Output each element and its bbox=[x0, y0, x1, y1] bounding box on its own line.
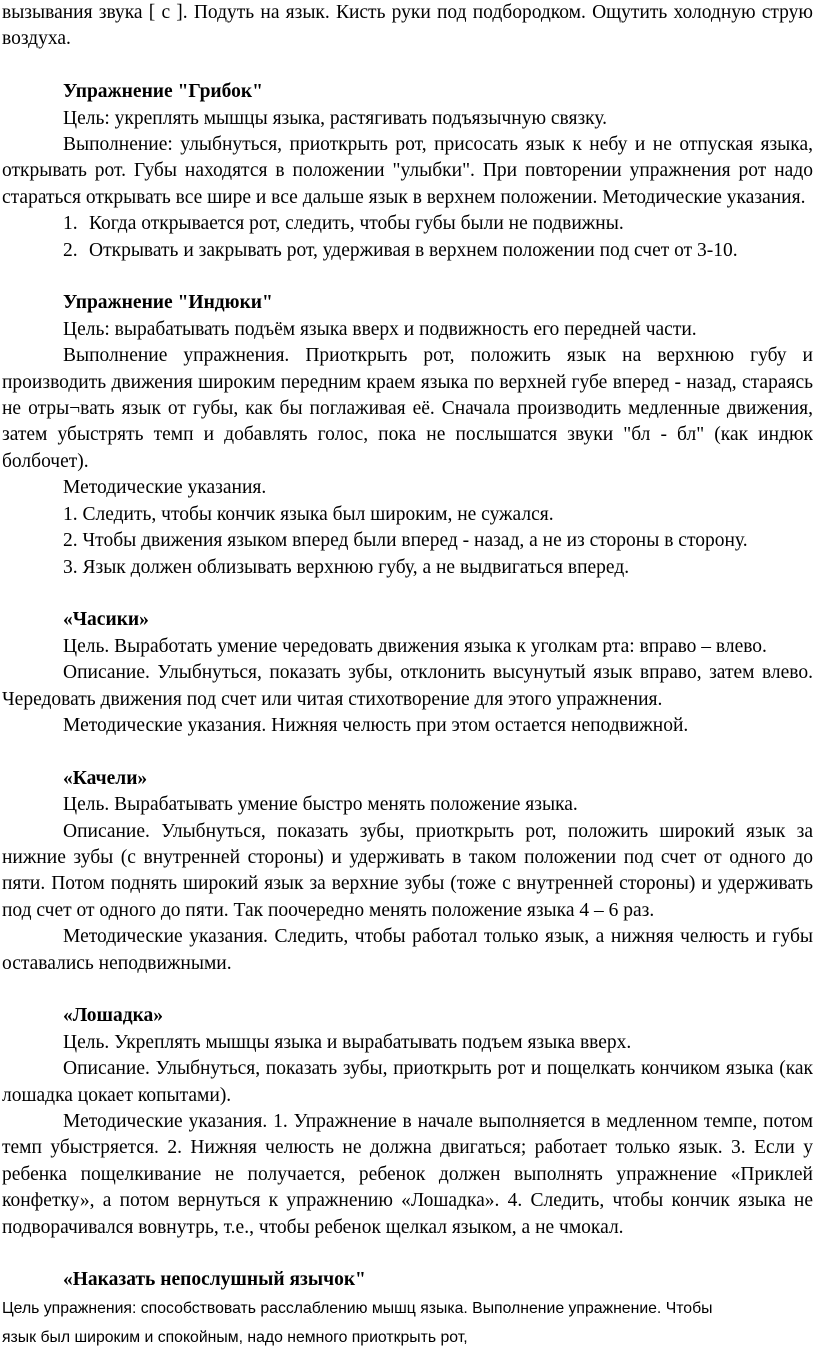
exercise-chasiki-title: «Часики» bbox=[63, 609, 149, 631]
list-item-number: 1. bbox=[63, 213, 78, 235]
exercise-kacheli-goal: Цель. Вырабатывать умение быстро менять положение языка. bbox=[63, 794, 578, 816]
exercise-indyuki-method-title: Методические указания. bbox=[63, 477, 267, 499]
exercise-chasiki-description: Описание. Улыбнуться, показать зубы, отклонить высунутый язык вправо, затем влево. Чередовать движения под счет или читая стихотворение для этого упражнения. bbox=[2, 662, 813, 710]
exercise-nakazat-title: «Наказать непослушный язычок" bbox=[63, 1269, 366, 1291]
exercise-loshadka-title: «Лошадка» bbox=[63, 1005, 164, 1027]
exercise-loshadka-method: Методические указания. 1. Упражнение в начале выполняется в медленном темпе, потом темп убыстряется. 2. Нижняя челюсть не должна двигаться; работает только язык. 3. Если у ребенка пощелкивание не получается, ребенок должен выполнять упражнение «Приклей конфетку», а потом вернуться к упражнению «Лошадка». 4. Следить, чтобы кончик языка не подворачивался вовнутрь, т.е., чтобы ребенок щелкал языком, а не чмокал. bbox=[2, 1110, 813, 1238]
list-item-number: 2. bbox=[63, 239, 78, 261]
exercise-kacheli-description: Описание. Улыбнуться, показать зубы, приоткрыть рот, положить широкий язык за нижние зубы (с внутренней стороны) и удерживать в таком положении под счет от одного до пяти. Потом поднять широкий язык за верхние зубы (тоже с внутренней стороны) и удерживать под счет от одного до пяти. Так поочередно менять положение языка 4 – 6 раз. bbox=[2, 820, 813, 921]
list-item bbox=[63, 238, 813, 264]
exercise-chasiki-goal: Цель. Выработать умение чередовать движения языка к уголкам рта: вправо – влево. bbox=[63, 635, 767, 657]
list-item-text: Открывать и закрывать рот, удерживая в верхнем положении под счет от 3-10. bbox=[89, 239, 738, 261]
exercise-indyuki-title: Упражнение "Индюки" bbox=[63, 292, 273, 314]
intro-paragraph: вызывания звука [ с ]. Подуть на язык. Кисть руки под подбородком. Ощутить холодную струю воздуха. bbox=[2, 2, 813, 50]
exercise-kacheli-title: «Качели» bbox=[63, 767, 148, 789]
exercise-gribok-goal: Цель: укреплять мышцы языка, растягивать подъязычную связку. bbox=[63, 107, 608, 129]
list-item-text: Когда открывается рот, следить, чтобы губы были не подвижны. bbox=[89, 213, 624, 235]
exercise-indyuki-goal: Цель: вырабатывать подъём языка вверх и подвижность его передней части. bbox=[63, 318, 697, 340]
exercise-nakazat-line-2: язык был широким и спокойным, надо немного приоткрыть рот, bbox=[2, 1328, 468, 1346]
exercise-indyuki-execution: Выполнение упражнения. Приоткрыть рот, положить язык на верхнюю губу и производить движения широким передним краем языка по верхней губе вперед - назад, стараясь не отры¬вать язык от губы, как бы поглаживая её. Сначала производить медленные движения, затем убыстрять темп и добавлять голос, пока не послышатся звуки "бл - бл" (как индюк болбочет). bbox=[2, 345, 813, 472]
exercise-gribok-title: Упражнение "Грибок" bbox=[63, 81, 263, 103]
exercise-gribok-execution: Выполнение: улыбнуться, приоткрыть рот, присосать язык к небу и не отпуская языка, открывать рот. Губы находятся в положении "улыбки". При повторении упражнения рот надо стараться открывать все шире и все дальше язык в верхнем положении. Методические указания. bbox=[2, 134, 813, 208]
exercise-chasiki-method: Методические указания. Нижняя челюсть при этом остается неподвижной. bbox=[63, 714, 689, 736]
list-item: 1. Следить, чтобы кончик языка был широким, не сужался. bbox=[63, 503, 554, 525]
exercise-kacheli-method: Методические указания. Следить, чтобы работал только язык, а нижняя челюсть и губы оставались неподвижными. bbox=[2, 926, 813, 974]
list-item: 2. Чтобы движения языком вперед были вперед - назад, а не из стороны в сторону. bbox=[63, 530, 748, 552]
exercise-loshadka-description: Описание. Улыбнуться, показать зубы, приоткрыть рот и пощелкать кончиком языка (как лошадка цокает копытами). bbox=[2, 1058, 813, 1106]
list-item bbox=[63, 211, 813, 237]
exercise-nakazat-line-1: Цель упражнения: способствовать расслаблению мышц языка. Выполнение упражнение. Чтобы bbox=[2, 1299, 713, 1317]
exercise-loshadka-goal: Цель. Укреплять мышцы языка и вырабатывать подъем языка вверх. bbox=[63, 1031, 632, 1053]
list-item: 3. Язык должен облизывать верхнюю губу, а не выдвигаться вперед. bbox=[63, 556, 630, 578]
